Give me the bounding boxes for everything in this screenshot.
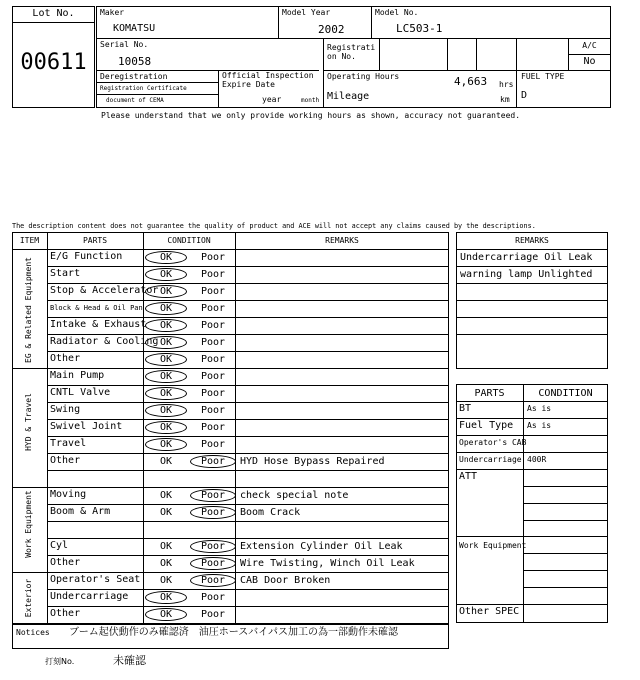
- group-exterior: Exterior: [24, 578, 33, 618]
- poor-option: Poor: [200, 456, 226, 467]
- ok-option: OK: [159, 456, 173, 467]
- table-row: [47, 470, 449, 487]
- poor-option: Poor: [200, 558, 226, 569]
- right-remarks-header: REMARKS: [515, 236, 549, 245]
- selected-condition-marker: [145, 302, 187, 315]
- model-no-value: LC503-1: [396, 22, 443, 35]
- selected-condition-marker: [145, 251, 187, 264]
- part-name: Main Pump: [50, 370, 105, 381]
- poor-option: Poor: [200, 354, 226, 365]
- part-name: Intake & Exhaust: [50, 319, 147, 330]
- poor-option: Poor: [200, 507, 226, 518]
- poor-option: Poor: [200, 541, 226, 552]
- poor-option: Poor: [200, 575, 226, 586]
- table-row: [47, 368, 449, 385]
- right-part-name: Undercarriage: [459, 455, 522, 464]
- year-label: year: [262, 95, 282, 104]
- selected-condition-marker: [145, 336, 187, 349]
- selected-condition-marker: [190, 455, 236, 468]
- part-name: Radiator & Cooling: [50, 336, 159, 347]
- model-year-label: Model Year: [282, 8, 331, 17]
- right-part-name: Operator's CAB: [459, 438, 527, 447]
- inspection-label: Official Inspection Expire Date: [222, 71, 314, 89]
- header-condition: CONDITION: [167, 236, 211, 245]
- registration-certificate-label: Registration Certificate: [100, 85, 187, 92]
- ok-option: OK: [159, 422, 173, 433]
- model-no-label: Model No.: [375, 8, 419, 17]
- table-row: [47, 402, 449, 419]
- right-part-condition: As is: [527, 404, 552, 413]
- part-name: Swing: [50, 404, 81, 415]
- right-parts-header: PARTS: [474, 388, 505, 399]
- part-name: Start: [50, 268, 81, 279]
- selected-condition-marker: [190, 540, 236, 553]
- accuracy-notice: Please understand that we only provide working hours as shown, accuracy not guaranteed.: [101, 111, 521, 120]
- lot-number: 00611: [20, 50, 87, 75]
- selected-condition-marker: [145, 591, 187, 604]
- ok-option: OK: [159, 269, 173, 280]
- right-part-condition: 400R: [527, 455, 547, 464]
- disclaimer: The description content does not guarantee the quality of product and ACE will not accept any claims caused by the descriptions.: [12, 222, 536, 230]
- part-name: Other: [50, 557, 81, 568]
- remark-text: HYD Hose Bypass Repaired: [240, 456, 385, 467]
- selected-condition-marker: [190, 574, 236, 587]
- ok-option: OK: [159, 439, 173, 450]
- mileage-label: Mileage: [327, 91, 370, 102]
- ok-option: OK: [159, 371, 173, 382]
- ok-option: OK: [159, 592, 173, 603]
- selected-condition-marker: [190, 506, 236, 519]
- header-parts: PARTS: [82, 236, 108, 245]
- remark-text: CAB Door Broken: [240, 575, 331, 586]
- poor-option: Poor: [200, 320, 226, 331]
- ok-option: OK: [159, 558, 173, 569]
- fuel-type-value: D: [521, 90, 528, 101]
- serial-label: Serial No.: [100, 40, 149, 49]
- table-row: [47, 606, 449, 623]
- ac-label: A/C: [582, 41, 597, 50]
- lot-label: Lot No.: [32, 8, 75, 19]
- part-name: Cyl: [50, 540, 69, 551]
- ok-option: OK: [159, 303, 173, 314]
- ac-value: No: [583, 56, 596, 67]
- ok-option: OK: [159, 575, 173, 586]
- right-condition-header: CONDITION: [538, 388, 593, 399]
- part-name: Travel: [50, 438, 87, 449]
- ok-option: OK: [159, 490, 173, 501]
- part-name: Operator's Seat: [50, 574, 141, 585]
- header-remarks: REMARKS: [325, 236, 359, 245]
- part-name: Stop & Accelerator: [50, 285, 159, 296]
- notices-text: ブーム起伏動作のみ確認済 油圧ホースバイパス加工の為一部動作未確認: [69, 627, 398, 638]
- poor-option: Poor: [200, 609, 226, 620]
- ok-option: OK: [159, 388, 173, 399]
- poor-option: Poor: [200, 405, 226, 416]
- table-row: [47, 436, 449, 453]
- poor-option: Poor: [200, 269, 226, 280]
- ok-option: OK: [159, 252, 173, 263]
- table-row: [47, 266, 449, 283]
- part-name: Boom & Arm: [50, 506, 111, 517]
- poor-option: Poor: [200, 439, 226, 450]
- operating-hours-value: 4,663: [454, 75, 488, 88]
- ok-option: OK: [159, 320, 173, 331]
- selected-condition-marker: [145, 319, 187, 332]
- right-remark-line: warning lamp Unlighted: [460, 269, 593, 280]
- km-label: km: [500, 95, 510, 104]
- selected-condition-marker: [145, 387, 187, 400]
- model-year-value: 2002: [318, 23, 345, 36]
- remark-text: Boom Crack: [240, 507, 301, 518]
- poor-option: Poor: [200, 252, 226, 263]
- right-part-name: Other SPEC: [459, 606, 520, 617]
- registration-label: Registrati on No.: [327, 43, 376, 61]
- selected-condition-marker: [145, 268, 187, 281]
- remark-text: Wire Twisting, Winch Oil Leak: [240, 558, 415, 569]
- part-name: E/G Function: [50, 251, 123, 262]
- selected-condition-marker: [190, 489, 236, 502]
- part-name: Undercarriage: [50, 591, 129, 602]
- poor-option: Poor: [200, 286, 226, 297]
- right-part-name: ATT: [459, 471, 478, 482]
- selected-condition-marker: [145, 370, 187, 383]
- poor-option: Poor: [200, 303, 226, 314]
- hrs-label: hrs: [499, 80, 514, 89]
- poor-option: Poor: [200, 337, 226, 348]
- month-label: month: [301, 97, 320, 104]
- right-part-name: Fuel Type: [459, 420, 514, 431]
- header-item: ITEM: [19, 236, 40, 245]
- selected-condition-marker: [190, 557, 236, 570]
- selected-condition-marker: [145, 404, 187, 417]
- maker-label: Maker: [100, 8, 125, 17]
- poor-option: Poor: [200, 592, 226, 603]
- fuel-type-label: FUEL TYPE: [521, 72, 565, 81]
- poor-option: Poor: [200, 490, 226, 501]
- group-hyd-travel: HYD & Travel: [24, 393, 33, 451]
- ok-option: OK: [159, 541, 173, 552]
- operating-hours-label: Operating Hours: [327, 72, 400, 81]
- right-remark-line: Undercarriage Oil Leak: [460, 252, 593, 263]
- right-part-condition: As is: [527, 421, 552, 430]
- ok-option: OK: [159, 286, 173, 297]
- selected-condition-marker: [145, 608, 187, 621]
- right-part-name: BT: [459, 403, 472, 414]
- part-name: Other: [50, 455, 81, 466]
- serial-value: 10058: [118, 55, 152, 68]
- table-row: [47, 521, 449, 538]
- document-label: document of CEMA: [106, 97, 164, 104]
- part-name: Other: [50, 353, 81, 364]
- ok-option: OK: [159, 405, 173, 416]
- poor-option: Poor: [200, 371, 226, 382]
- remark-text: check special note: [240, 490, 349, 501]
- selected-condition-marker: [145, 438, 187, 451]
- notices-label: Notices: [16, 628, 50, 637]
- table-row: [47, 351, 449, 368]
- part-name: Moving: [50, 489, 87, 500]
- ok-option: OK: [159, 354, 173, 365]
- selected-condition-marker: [145, 353, 187, 366]
- ok-option: OK: [159, 337, 173, 348]
- group-work-equipment: Work Equipment: [24, 490, 33, 558]
- right-part-name: Work Equipment: [459, 541, 527, 550]
- stamp-value: 未確認: [113, 654, 146, 667]
- part-name: Other: [50, 608, 81, 619]
- remark-text: Extension Cylinder Oil Leak: [240, 541, 403, 552]
- deregistration-label: Deregistration: [100, 72, 168, 81]
- selected-condition-marker: [145, 285, 187, 298]
- poor-option: Poor: [200, 422, 226, 433]
- maker-value: KOMATSU: [113, 23, 156, 34]
- part-name: Block & Head & Oil Pan: [50, 304, 143, 312]
- group-eg-related-equipment: EG & Related Equipment: [24, 257, 33, 363]
- poor-option: Poor: [200, 388, 226, 399]
- part-name: CNTL Valve: [50, 387, 111, 398]
- selected-condition-marker: [145, 421, 187, 434]
- ok-option: OK: [159, 507, 173, 518]
- stamp-label: 打刻No.: [45, 657, 75, 666]
- part-name: Swivel Joint: [50, 421, 123, 432]
- ok-option: OK: [159, 609, 173, 620]
